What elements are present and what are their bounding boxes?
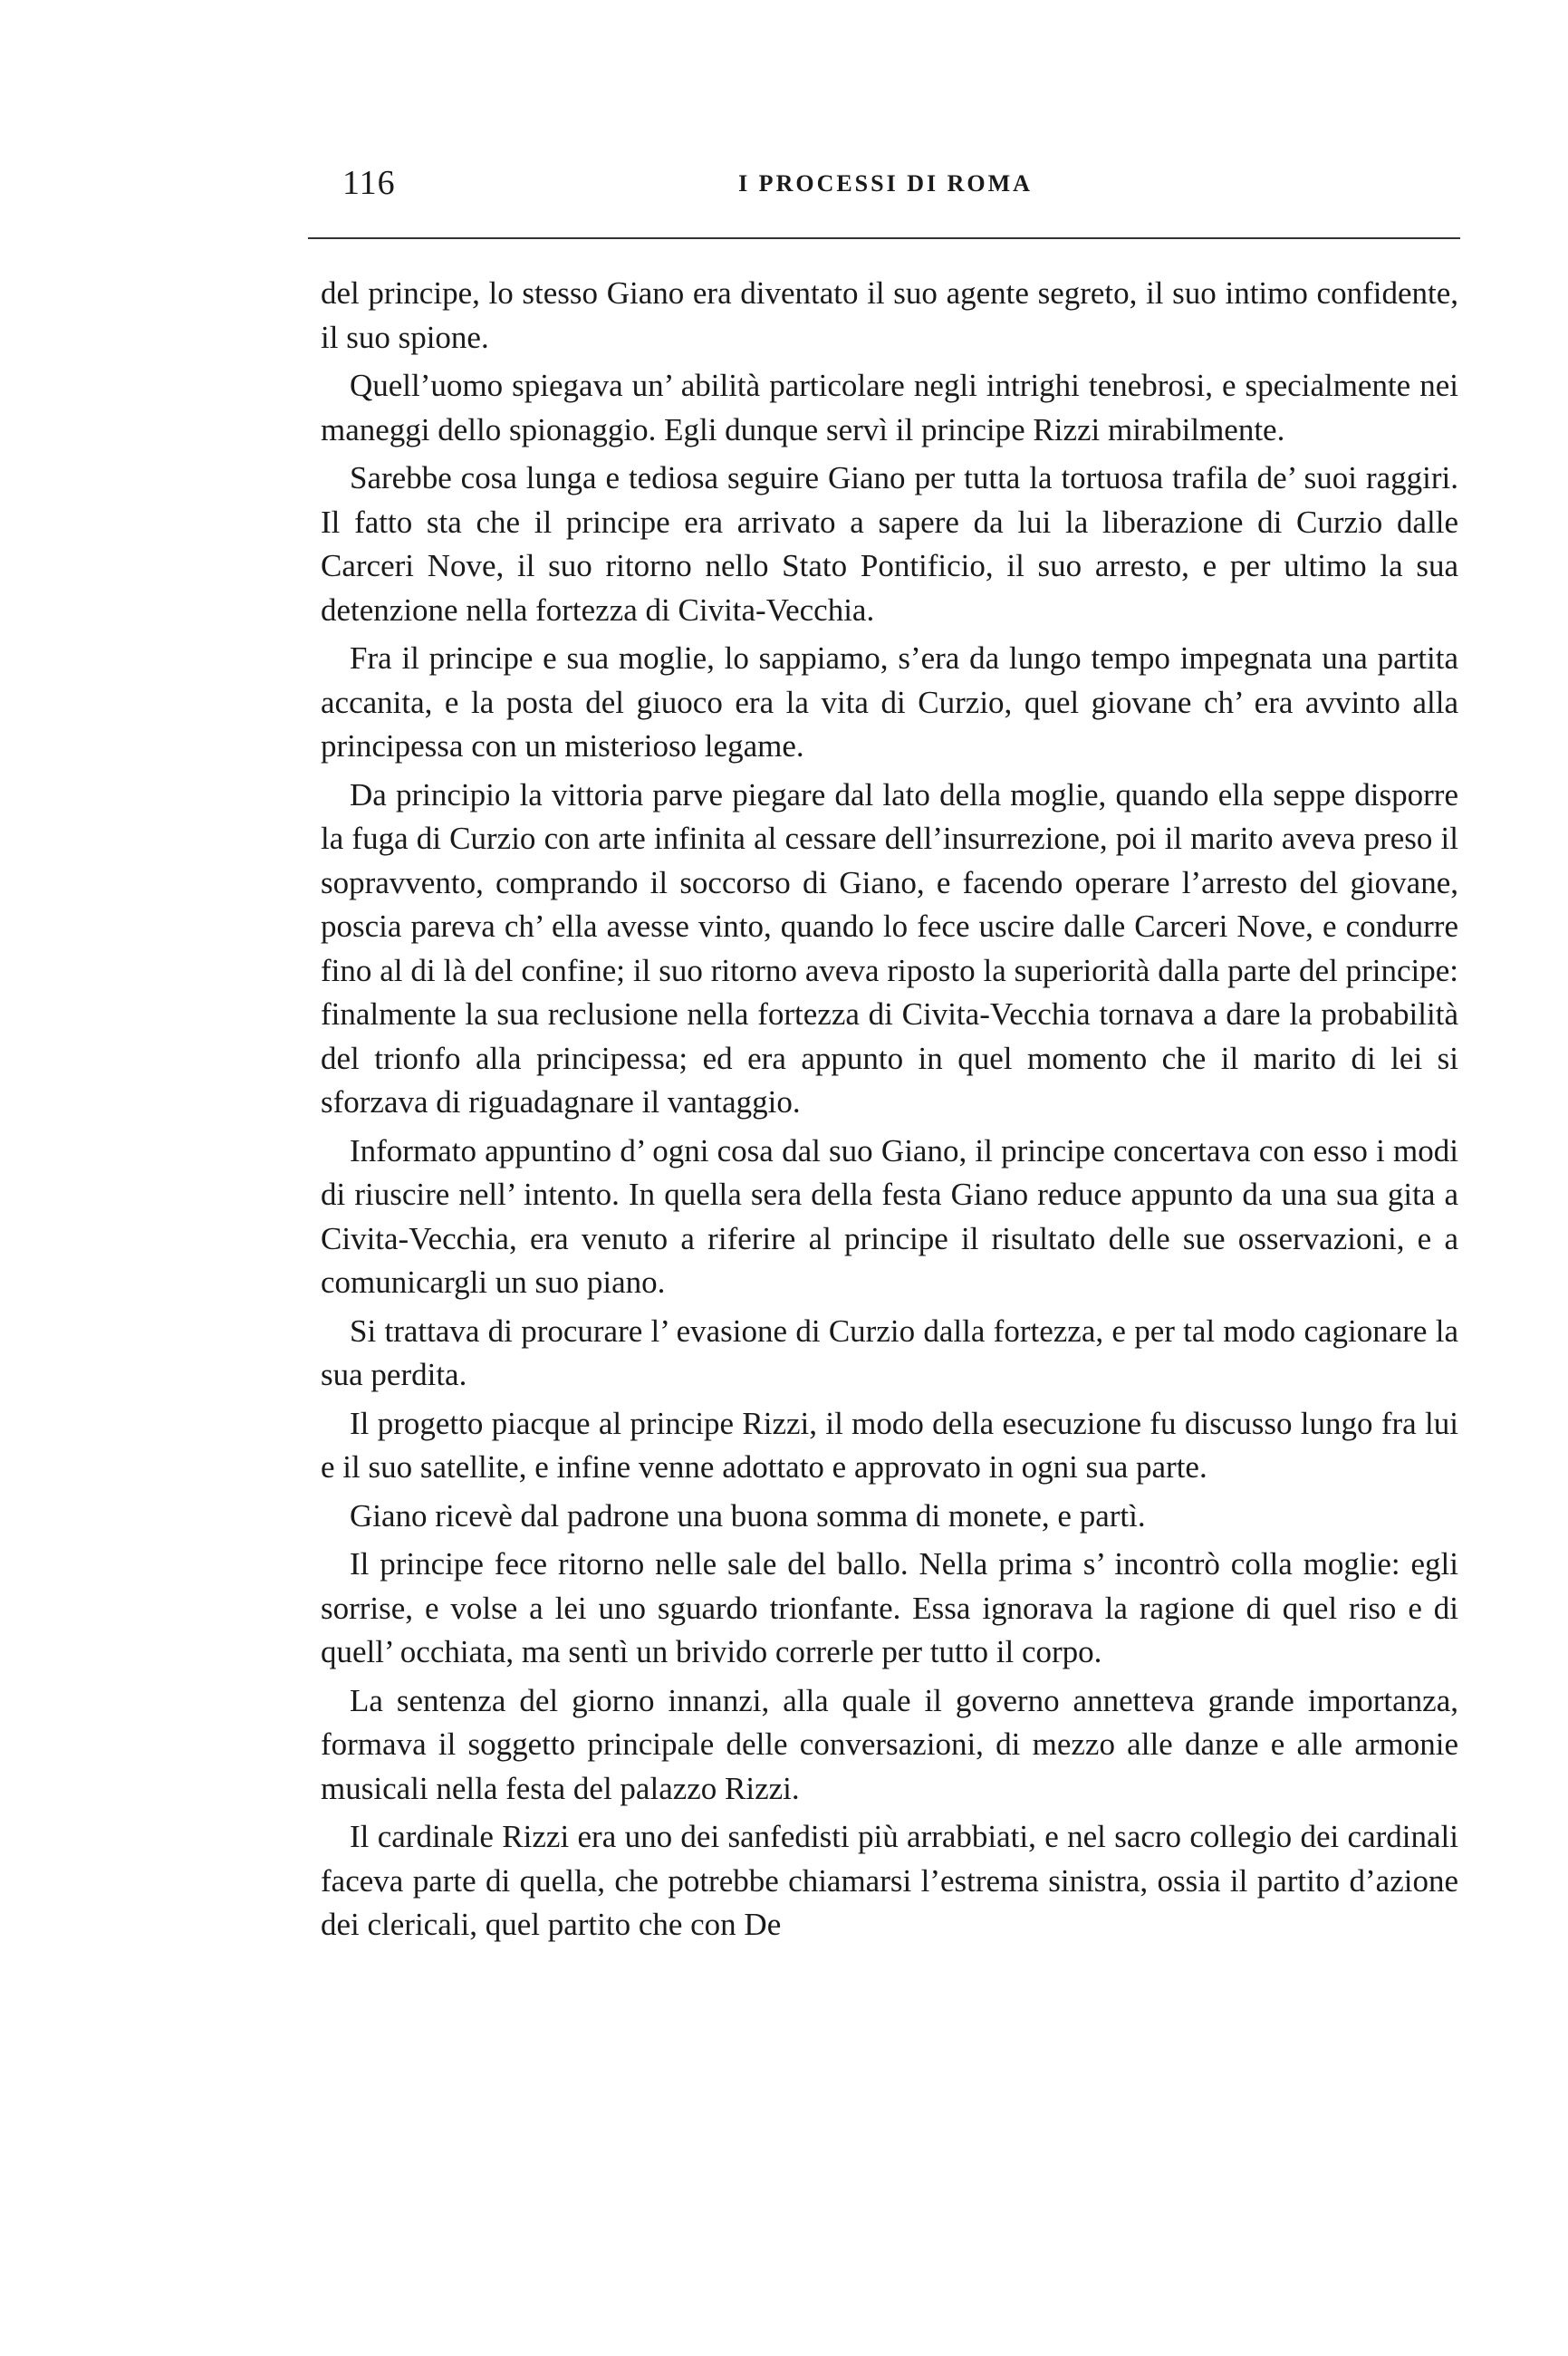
paragraph: Da principio la vittoria parve piegare dal lato della moglie, quando ella seppe disporre la fuga di Curzio con arte infinita al cessare dell’insurrezione, poi il marito aveva preso il sopravvento, comprando il soccorso di Giano, e facendo operare l’arresto del giovane, poscia pareva ch’ ella avesse vinto, quando lo fece uscire dalle Carceri Nove, e condurre fino al di là del confine; il suo ritorno aveva riposto la superiorità dalla parte del principe: finalmente la sua reclusione nella fortezza di Civita-Vecchia tornava a dare la probabilità del trionfo alla principessa; ed era appunto in quel momento che il marito di lei si sforzava di riguadagnare il vantaggio. [321, 776, 1458, 1120]
paragraph: La sentenza del giorno innanzi, alla quale il governo annetteva grande importanza, formava il soggetto principale delle conversazioni, di mezzo alle danze e alle armonie musicali nella festa del palazzo Rizzi. [321, 1682, 1458, 1806]
paragraph: Informato appuntino d’ ogni cosa dal suo Giano, il principe concertava con esso i modi di riuscire nell’ intento. In quella sera della festa Giano reduce appunto da una sua gita a Civita-Vecchia, era venuto a riferire al principe il risultato delle sue osservazioni, e a comunicargli un suo piano. [321, 1132, 1458, 1300]
running-title: I PROCESSI DI ROMA [738, 170, 1033, 197]
paragraph: Sarebbe cosa lunga e tediosa seguire Giano per tutta la tortuosa trafila de’ suoi raggiri. Il fatto sta che il principe era arrivato a sapere da lui la liberazione di Curzio dalle Carceri Nove, il suo ritorno nello Stato Pontificio, il suo arresto, e per ultimo la sua detenzione nella fortezza di Civita-Vecchia. [321, 460, 1458, 628]
paragraph: Il principe fece ritorno nelle sale del ballo. Nella prima s’ incontrò colla moglie: egli sorrise, e volse a lei uno sguardo trionfante. Essa ignorava la ragione di quel riso e di quell’ occhiata, ma sentì un brivido correrle per tutto il corpo. [321, 1546, 1458, 1669]
paragraph: Il progetto piacque al principe Rizzi, il modo della esecuzione fu discusso lungo fra lui e il suo satellite, e infine venne adottato e approvato in ogni sua parte. [321, 1405, 1458, 1485]
paragraph: Giano ricevè dal padrone una buona somma di monete, e partì. [350, 1497, 1146, 1534]
paragraph: Il cardinale Rizzi era uno dei sanfedisti più arrabbiati, e nel sacro collegio dei cardinali faceva parte di quella, che potrebbe chiamarsi l’estrema sinistra, ossia il partito d’azione dei clericali, quel partito che con De [321, 1819, 1458, 1942]
page-number: 116 [342, 164, 396, 202]
page-header [317, 163, 1454, 217]
paragraph: Quell’uomo spiegava un’ abilità particolare negli intrighi tenebrosi, e specialmente nei maneggi dello spionaggio. Egli dunque servì il principe Rizzi mirabilmente. [321, 368, 1458, 447]
paragraph: Si trattava di procurare l’ evasione di Curzio dalla fortezza, e per tal modo cagionare la sua perdita. [321, 1313, 1458, 1392]
body-text [321, 272, 1458, 1947]
header-rule [308, 237, 1460, 239]
paragraph: Fra il principe e sua moglie, lo sappiamo, s’era da lungo tempo impegnata una partita accanita, e la posta del giuoco era la vita di Curzio, quel giovane ch’ era avvinto alla principessa con un misterioso legame. [321, 640, 1458, 764]
paragraph: del principe, lo stesso Giano era diventato il suo agente segreto, il suo intimo confidente, il suo spione. [321, 275, 1458, 355]
